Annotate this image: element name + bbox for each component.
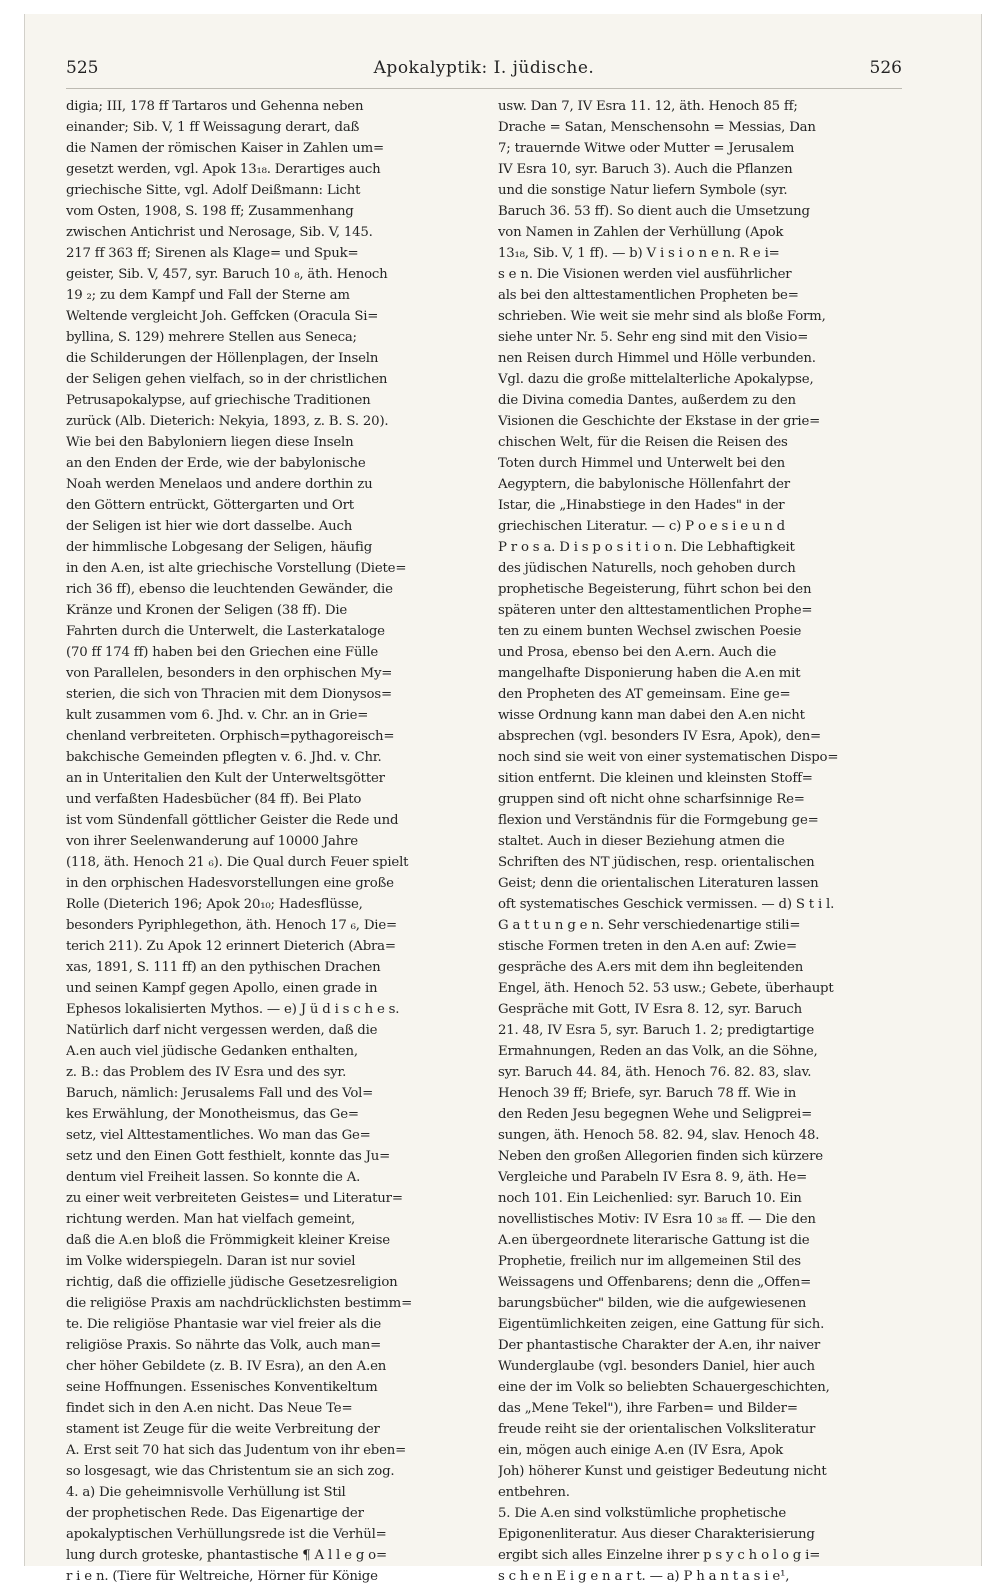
left-column-line: Kränze und Kronen der Seligen (38 ff). Die — [66, 603, 348, 618]
right-column-line: G a t t u n g e n. Sehr verschiedenartige stili= — [498, 918, 801, 933]
right-column-line: späteren unter den alttestamentlichen Prophe= — [498, 603, 813, 618]
right-column-line: siehe unter Nr. 5. Sehr eng sind mit den Visio= — [498, 330, 809, 345]
right-column-line: s e n. Die Visionen werden viel ausführlicher — [498, 267, 792, 282]
right-column-line: Aegyptern, die babylonische Höllenfahrt der — [498, 477, 790, 492]
left-column-line: stament ist Zeuge für die weite Verbreitung der — [66, 1422, 380, 1437]
right-column-line: schrieben. Wie weit sie mehr sind als bloße Form, — [498, 309, 826, 324]
right-column-line: 13₁₈, Sib. V, 1 ff). — b) V i s i o n e n. R e i= — [498, 246, 780, 261]
right-column-line: den Propheten des AT gemeinsam. Eine ge= — [498, 687, 791, 702]
right-column-line: Vgl. dazu die große mittelalterliche Apokalypse, — [498, 372, 814, 387]
right-column-line: Ermahnungen, Reden an das Volk, an die Söhne, — [498, 1044, 818, 1059]
right-column-line: noch sind sie weit von einer systematischen Dispo= — [498, 750, 839, 765]
left-column-line: (70 ff 174 ff) haben bei den Griechen eine Fülle — [66, 645, 379, 660]
left-column-line: xas, 1891, S. 111 ff) an den pythischen Drachen — [66, 960, 381, 975]
left-column-line: einander; Sib. V, 1 ff Weissagung derart, daß — [66, 120, 360, 135]
left-column-line: Fahrten durch die Unterwelt, die Lasterkataloge — [66, 624, 385, 639]
left-column-line: die Namen der römischen Kaiser in Zahlen um= — [66, 141, 384, 156]
left-column-line: richtung werden. Man hat vielfach gemeint, — [66, 1212, 356, 1227]
right-column-line: usw. Dan 7, IV Esra 11. 12, äth. Henoch 85 ff; — [498, 99, 798, 114]
page-header — [66, 58, 902, 84]
right-column-line: Geist; denn die orientalischen Literaturen lassen — [498, 876, 819, 891]
right-column-line: Henoch 39 ff; Briefe, syr. Baruch 78 ff. Wie in — [498, 1086, 797, 1101]
left-column-line: der prophetischen Rede. Das Eigenartige der — [66, 1506, 364, 1521]
right-column-line: stische Formen treten in den A.en auf: Zwie= — [498, 939, 797, 954]
left-column-line: terich 211). Zu Apok 12 erinnert Dieterich (Abra= — [66, 939, 396, 954]
left-column-line: digia; III, 178 ff Tartaros und Gehenna neben — [66, 99, 364, 114]
right-column-line: 7; trauernde Witwe oder Mutter = Jerusalem — [498, 141, 795, 156]
right-column-line: Epigonenliteratur. Aus dieser Charakterisierung — [498, 1527, 815, 1542]
right-column-line: novellistisches Motiv: IV Esra 10 ₃₈ ff. — Die den — [498, 1212, 816, 1227]
left-column-line: richtig, daß die offizielle jüdische Gesetzesreligion — [66, 1275, 398, 1290]
left-column-line: daß die A.en bloß die Frömmigkeit kleiner Kreise — [66, 1233, 390, 1248]
left-column-line: kes Erwählung, der Monotheismus, das Ge= — [66, 1107, 359, 1122]
right-column-line: noch 101. Ein Leichenlied: syr. Baruch 10. Ein — [498, 1191, 802, 1206]
right-column-line: mangelhafte Disponierung haben die A.en mit — [498, 666, 801, 681]
left-column-line: an in Unteritalien den Kult der Unterweltsgötter — [66, 771, 385, 786]
right-column-line: Neben den großen Allegorien finden sich kürzere — [498, 1149, 823, 1164]
right-column-line: barungsbücher" bilden, wie die aufgewiesenen — [498, 1296, 807, 1311]
right-column-line: von Namen in Zahlen der Verhüllung (Apok — [498, 225, 784, 240]
right-column-line: wisse Ordnung kann man dabei den A.en nicht — [498, 708, 805, 723]
header-rule — [66, 88, 902, 89]
right-column — [498, 96, 908, 1587]
left-column-line: der Seligen ist hier wie dort dasselbe. Auch — [66, 519, 353, 534]
left-column-line: cher höher Gebildete (z. B. IV Esra), an den A.en — [66, 1359, 387, 1374]
left-column-line: im Volke widerspiegeln. Daran ist nur soviel — [66, 1254, 356, 1269]
right-column-line: A.en übergeordnete literarische Gattung ist die — [498, 1233, 810, 1248]
left-column-line: Wie bei den Babyloniern liegen diese Inseln — [66, 435, 354, 450]
left-column-line: Rolle (Dieterich 196; Apok 20₁₀; Hadesflüsse, — [66, 897, 363, 912]
left-column-line: zwischen Antichrist und Nerosage, Sib. V, 145. — [66, 225, 373, 240]
left-column-line: findet sich in den A.en nicht. Das Neue Te= — [66, 1401, 353, 1416]
right-column-line: und die sonstige Natur liefern Symbole (syr. — [498, 183, 788, 198]
left-column-line: bakchische Gemeinden pflegten v. 6. Jhd. v. Chr. — [66, 750, 382, 765]
left-column-line: zurück (Alb. Dieterich: Nekyia, 1893, z. B. S. 20). — [66, 414, 389, 429]
right-column-line: IV Esra 10, syr. Baruch 3). Auch die Pflanzen — [498, 162, 793, 177]
right-column-line: Schriften des NT jüdischen, resp. orientalischen — [498, 855, 815, 870]
left-column-line: vom Osten, 1908, S. 198 ff; Zusammenhang — [66, 204, 354, 219]
right-column-line: Weissagens und Offenbarens; denn die „Offen= — [498, 1275, 812, 1290]
left-column-line: geister, Sib. V, 457, syr. Baruch 10 ₈, äth. Henoch — [66, 267, 388, 282]
left-column-line: sterien, die sich von Thracien mit dem Dionysos= — [66, 687, 392, 702]
right-column-line: nen Reisen durch Himmel und Hölle verbunden. — [498, 351, 816, 366]
right-column-line: Vergleiche und Parabeln IV Esra 8. 9, äth. He= — [498, 1170, 808, 1185]
right-column-line: Baruch 36. 53 ff). So dient auch die Umsetzung — [498, 204, 810, 219]
right-column-line: und Prosa, ebenso bei den A.ern. Auch die — [498, 645, 777, 660]
left-column-line: Weltende vergleicht Joh. Geffcken (Oracula Si= — [66, 309, 379, 324]
left-column-line: Noah werden Menelaos und andere dorthin zu — [66, 477, 373, 492]
left-column-line: in den A.en, ist alte griechische Vorstellung (Diete= — [66, 561, 407, 576]
left-column-line: Ephesos lokalisierten Mythos. — e) J ü d i s c h e s. — [66, 1002, 400, 1017]
left-column — [66, 96, 476, 1587]
right-column-line: 5. Die A.en sind volkstümliche prophetische — [498, 1506, 787, 1521]
left-column-line: 4. a) Die geheimnisvolle Verhüllung ist Stil — [66, 1485, 346, 1500]
left-column-line: apokalyptischen Verhüllungsrede ist die Verhül= — [66, 1527, 387, 1542]
left-column-line: und verfaßten Hadesbücher (84 ff). Bei Plato — [66, 792, 362, 807]
right-column-line: syr. Baruch 44. 84, äth. Henoch 76. 82. 83, slav. — [498, 1065, 812, 1080]
left-column-line: gesetzt werden, vgl. Apok 13₁₈. Derartiges auch — [66, 162, 381, 177]
left-column-line: lung durch groteske, phantastische ¶ A l l e g o= — [66, 1548, 387, 1563]
left-column-line: setz, viel Alttestamentliches. Wo man das Ge= — [66, 1128, 371, 1143]
left-column-line: von Parallelen, besonders in den orphischen My= — [66, 666, 393, 681]
right-column-line: Wunderglaube (vgl. besonders Daniel, hier auch — [498, 1359, 815, 1374]
right-column-line: prophetische Begeisterung, führt schon bei den — [498, 582, 812, 597]
right-column-line: chischen Welt, für die Reisen die Reisen des — [498, 435, 788, 450]
left-column-line: an den Enden der Erde, wie der babylonische — [66, 456, 366, 471]
left-column-line: Baruch, nämlich: Jerusalems Fall und des Vol= — [66, 1086, 374, 1101]
right-column-line: Visionen die Geschichte der Ekstase in der grie= — [498, 414, 821, 429]
left-column-line: Natürlich darf nicht vergessen werden, daß die — [66, 1023, 378, 1038]
right-column-line: entbehren. — [498, 1485, 570, 1500]
left-column-line: die Schilderungen der Höllenplagen, der Inseln — [66, 351, 379, 366]
left-column-line: in den orphischen Hadesvorstellungen eine große — [66, 876, 394, 891]
right-column-line: gespräche des A.ers mit dem ihn begleitenden — [498, 960, 804, 975]
right-column-line: Drache = Satan, Menschensohn = Messias, Dan — [498, 120, 816, 135]
right-column-line: den Reden Jesu begegnen Wehe und Seligprei= — [498, 1107, 813, 1122]
left-column-line: Petrusapokalypse, auf griechische Traditionen — [66, 393, 371, 408]
right-column-line: Toten durch Himmel und Unterwelt bei den — [498, 456, 786, 471]
right-column-line: ten zu einem bunten Wechsel zwischen Poesie — [498, 624, 802, 639]
left-column-line: zu einer weit verbreiteten Geistes= und Literatur= — [66, 1191, 403, 1206]
left-column-line: kult zusammen vom 6. Jhd. v. Chr. an in Grie= — [66, 708, 369, 723]
left-column-line: 19 ₂; zu dem Kampf und Fall der Sterne am — [66, 288, 350, 303]
left-column-line: setz und den Einen Gott festhielt, konnte das Ju= — [66, 1149, 391, 1164]
right-column-line: 21. 48, IV Esra 5, syr. Baruch 1. 2; predigtartige — [498, 1023, 815, 1038]
left-column-line: so losgesagt, wie das Christentum sie an sich zog. — [66, 1464, 395, 1479]
left-column-line: 217 ff 363 ff; Sirenen als Klage= und Spuk= — [66, 246, 359, 261]
left-column-line: z. B.: das Problem des IV Esra und des syr. — [66, 1065, 347, 1080]
left-column-line: von ihrer Seelenwanderung auf 10000 Jahre — [66, 834, 358, 849]
right-column-line: des jüdischen Naturells, noch gehoben durch — [498, 561, 796, 576]
right-column-line: oft systematisches Geschick vermissen. — d) S t i l. — [498, 897, 835, 912]
left-column-line: A.en auch viel jüdische Gedanken enthalten, — [66, 1044, 358, 1059]
left-column-line: der himmlische Lobgesang der Seligen, häufig — [66, 540, 373, 555]
left-column-line: A. Erst seit 70 hat sich das Judentum von ihr eben= — [66, 1443, 407, 1458]
left-column-line: te. Die religiöse Phantasie war viel freier als die — [66, 1317, 382, 1332]
right-column-line: gruppen sind oft nicht ohne scharfsinnige Re= — [498, 792, 805, 807]
right-column-line: Gespräche mit Gott, IV Esra 8. 12, syr. Baruch — [498, 1002, 802, 1017]
left-column-line: seine Hoffnungen. Essenisches Konventikeltum — [66, 1380, 378, 1395]
left-column-line: byllina, S. 129) mehrere Stellen aus Seneca; — [66, 330, 357, 345]
right-column-line: griechischen Literatur. — c) P o e s i e u n d — [498, 519, 785, 534]
left-column-line: der Seligen gehen vielfach, so in der christlichen — [66, 372, 388, 387]
running-title: Apokalyptik: I. jüdische. — [373, 58, 595, 78]
left-column-line: den Göttern entrückt, Göttergarten und Ort — [66, 498, 354, 513]
right-column-line: eine der im Volk so beliebten Schauergeschichten, — [498, 1380, 830, 1395]
left-column-line: und seinen Kampf gegen Apollo, einen grade in — [66, 981, 378, 996]
right-column-line: sition entfernt. Die kleinen und kleinsten Stoff= — [498, 771, 813, 786]
right-column-line: ein, mögen auch einige A.en (IV Esra, Apok — [498, 1443, 784, 1458]
right-column-line: die Divina comedia Dantes, außerdem zu den — [498, 393, 796, 408]
right-column-line: Der phantastische Charakter der A.en, ihr naiver — [498, 1338, 821, 1353]
right-column-line: sungen, äth. Henoch 58. 82. 94, slav. Henoch 48. — [498, 1128, 820, 1143]
left-column-line: griechische Sitte, vgl. Adolf Deißmann: Licht — [66, 183, 361, 198]
left-column-line: r i e n. (Tiere für Weltreiche, Hörner für Könige — [66, 1569, 378, 1584]
left-page-number: 525 — [66, 58, 99, 78]
left-column-line: dentum viel Freiheit lassen. So konnte die A. — [66, 1170, 361, 1185]
right-column-line: Eigentümlichkeiten zeigen, eine Gattung für sich. — [498, 1317, 825, 1332]
right-column-line: als bei den alttestamentlichen Propheten be= — [498, 288, 799, 303]
right-column-line: P r o s a. D i s p o s i t i o n. Die Lebhaftigkeit — [498, 540, 795, 555]
right-column-line: Engel, äth. Henoch 52. 53 usw.; Gebete, überhaupt — [498, 981, 834, 996]
right-column-line: staltet. Auch in dieser Beziehung atmen die — [498, 834, 785, 849]
left-column-line: religiöse Praxis. So nährte das Volk, auch man= — [66, 1338, 382, 1353]
left-column-line: (118, äth. Henoch 21 ₆). Die Qual durch Feuer spielt — [66, 855, 409, 870]
right-column-line: das „Mene Tekel"), ihre Farben= und Bilder= — [498, 1401, 798, 1416]
right-page-number: 526 — [869, 58, 902, 78]
right-column-line: flexion und Verständnis für die Formgebung ge= — [498, 813, 819, 828]
left-column-line: chenland verbreiteten. Orphisch=pythagoreisch= — [66, 729, 395, 744]
right-column-line: freude reiht sie der orientalischen Volksliteratur — [498, 1422, 816, 1437]
right-column-line: Joh) höherer Kunst und geistiger Bedeutung nicht — [498, 1464, 827, 1479]
right-column-line: Istar, die „Hinabstiege in den Hades" in der — [498, 498, 785, 513]
right-column-line: s c h e n E i g e n a r t. — a) P h a n t a s i e¹, — [498, 1569, 790, 1584]
right-column-line: Prophetie, freilich nur im allgemeinen Stil des — [498, 1254, 801, 1269]
left-column-line: ist vom Sündenfall göttlicher Geister die Rede und — [66, 813, 399, 828]
right-column-line: absprechen (vgl. besonders IV Esra, Apok), den= — [498, 729, 822, 744]
left-column-line: besonders Pyriphlegethon, äth. Henoch 17 ₆, Die= — [66, 918, 397, 933]
right-column-line: ergibt sich alles Einzelne ihrer p s y c h o l o g i= — [498, 1548, 821, 1563]
left-column-line: rich 36 ff), ebenso die leuchtenden Gewänder, die — [66, 582, 393, 597]
left-column-line: die religiöse Praxis am nachdrücklichsten bestimm= — [66, 1296, 413, 1311]
